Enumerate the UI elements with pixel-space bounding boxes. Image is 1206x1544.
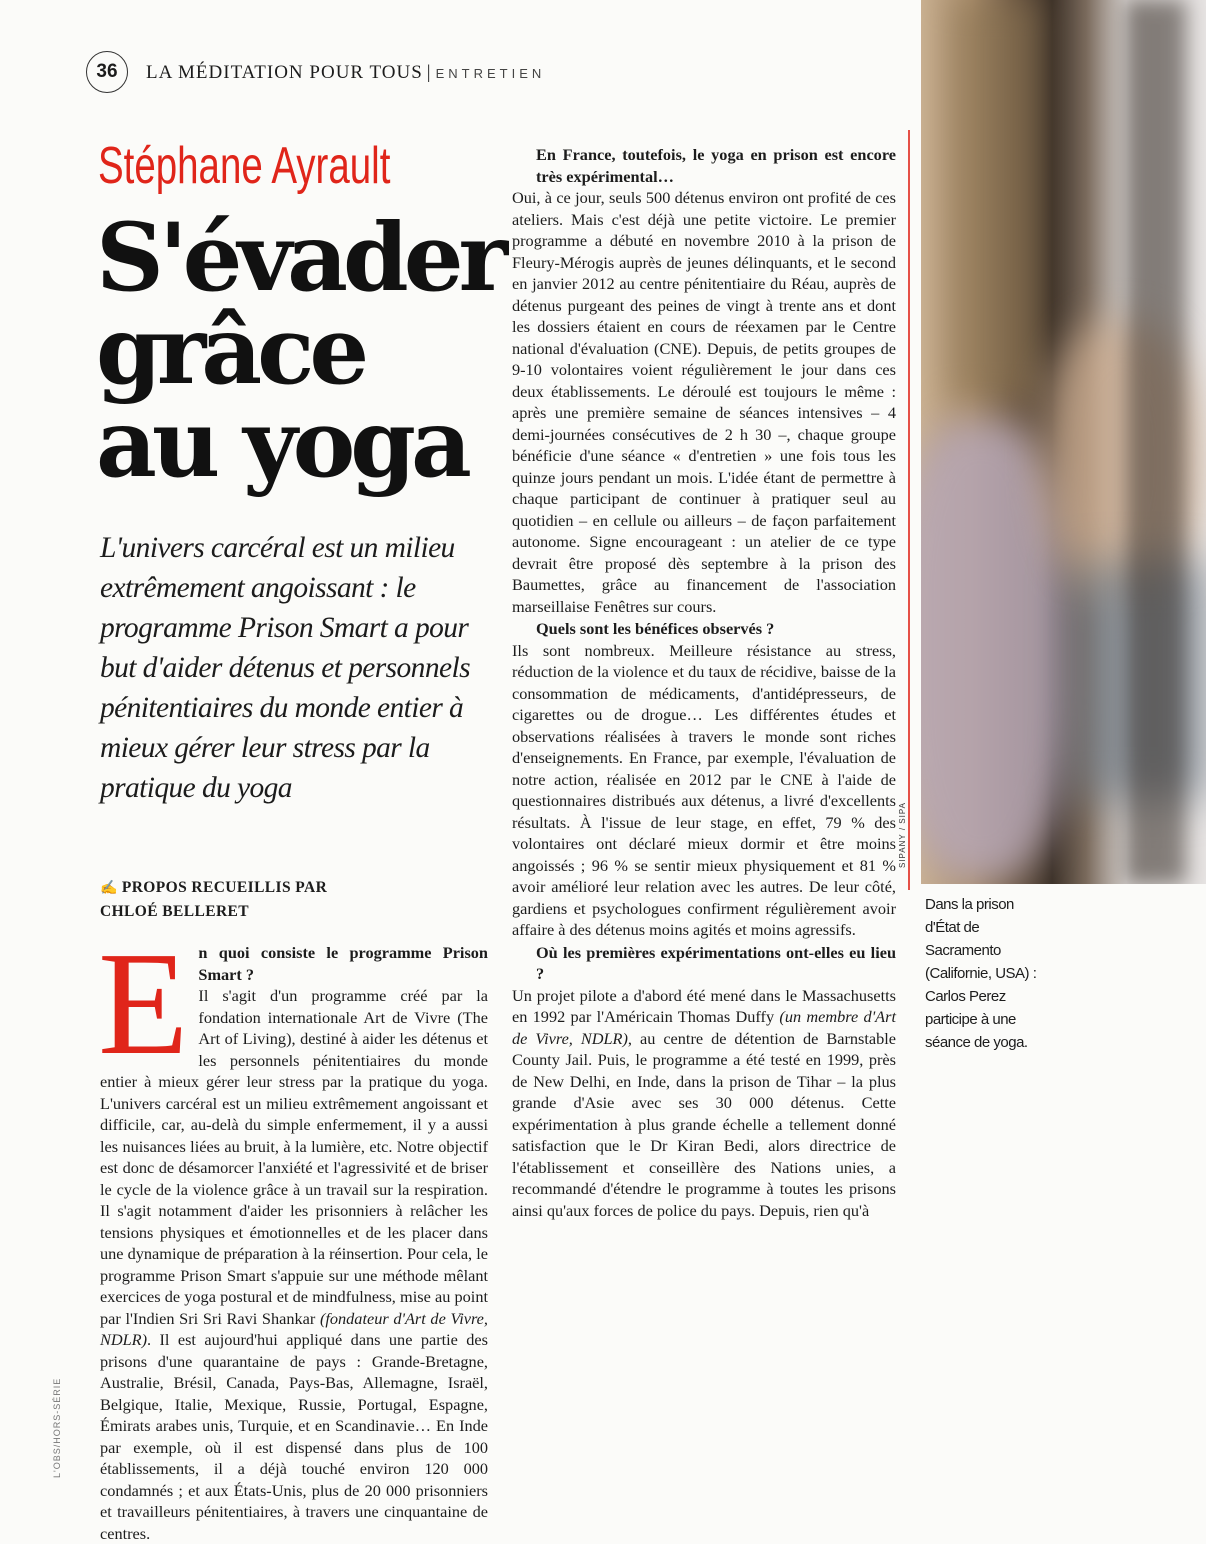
body-column-1 [98,922,488,1544]
article-title [96,203,506,499]
drop-cap: E [98,922,189,1086]
photo-credit: SIPANY / SIPA [898,802,907,868]
answer-4 [512,985,896,1222]
answer-1-note: (fondateur d'Art de Vivre, NDLR) [100,1308,488,1349]
photo-caption: Dans la prison d'État de Sacramento (Californie, USA) : Carlos Perez participe à une séance de yoga. [925,896,1037,1051]
answer-4-text: Un projet pilote a d'abord été mené dans le Massachusetts en 1992 par l'Américain Thomas Duffy [512,985,896,1026]
title-line-1: S'évader [96,203,504,313]
byline-line-2: CHLOÉ BELLERET [100,903,250,920]
page-number: 36 [86,51,128,93]
answer-4-text-cont: , au centre de détention de Barnstable County Jail. Puis, le programme a été testé en 1999, près de New Delhi, en Inde, dans la prison de Tihar – la plus grande d'Asie avec ses 30 000 détenus. Cette expérimentation à plus grande échelle a tellement donné satisfaction que le Dr Kiran Bedi, alors directrice de l'établissement et conseillère des Nations unies, a recommandé d'étendre le programme à toutes les prisons ainsi qu'aux forces de police du pays. Depuis, rien qu'à [512,1028,896,1220]
body-column-2 [512,143,896,1221]
running-head [146,62,545,84]
column-rule [908,130,910,890]
answer-1-text-cont: . Il est aujourd'hui appliqué dans une partie des prisons d'une quarantaine de pays : Grande-Bretagne, Australie, Brésil, Canada, Pays-Bas, Allemagne, Israël, Belgique, Italie, Mexique, Russie, Portugal, Espagne, Émirats arabes unis, Turquie, et en Scandinavie… En Inde par exemple, où il est dispensé dans plus de 100 établissements, il a déjà touché environ 120 000 condamnés ; et aux États-Unis, plus de 20 000 prisonniers et travailleurs pénitentiaires, à travers une cinquantaine de centres. [100,1330,488,1543]
question-2: En France, toutefois, le yoga en prison est encore très expérimental… [536,145,896,186]
answer-3: Ils sont nombreux. Meilleure résistance au stress, réduction de la violence et du taux de récidive, baisse de la consommation de médicaments, d'antidépresseurs, de cigarettes ou de drogue… Les différentes études et observations réalisées à travers le monde sont riches d'enseignements. En France, par exemple, l'évaluation de notre action, réalisée en 2012 par le CNE à l'aide de questionnaires distribués aux détenus, a livré d'excellents résultats. À l'issue de leur stage, en effet, 79 % des volontaires ont déclaré mieux dormir et être moins angoissés ; 96 % se sentir mieux physiquement et 81 % avoir amélioré leur relation avec les autres. De leur côté, gardiens et psychologues confirment régulièrement avoir affaire à des détenus moins agités et moins agressifs. [512,640,896,939]
title-line-2: grâce [96,296,365,406]
answer-4-note: (un membre d'Art de Vivre, NDLR) [512,1007,896,1048]
article-dek: L'univers carcéral est un milieu extrêmement angoissant : le programme Prison Smart a pour but d'aider détenus et personnels pénitentiaires du monde entier à mieux gérer leur stress par la pratique du yoga [100,532,470,804]
article-photo [921,0,1206,884]
question-1: n quoi consiste le programme Prison Smart ? [198,943,488,984]
rubric-label: ENTRETIEN [435,66,546,81]
question-4: Où les premières expérimentations ont-elles eu lieu ? [536,942,896,983]
separator: | [426,62,432,83]
pen-icon: ✍ [100,881,118,896]
side-folio: L'OBS/HORS-SÉRIE [52,1377,62,1478]
author-name: Stéphane Ayrault [98,137,391,195]
section-title: LA MÉDITATION POUR TOUS [146,62,423,83]
title-line-3: au yoga [96,389,467,499]
answer-1-text: Il s'agit d'un programme créé par la fondation internationale Art de Vivre (The Art of Living), destiné à aider les détenus et les personnels pénitentiaires du monde entier à mieux gérer leur stress par la pratique du yoga. L'univers carcéral est un milieu extrêmement angoissant et difficile, car, au-delà du simple enfermement, il y a aussi les nuisances liées au bruit, à la lumière, etc. Notre objectif est donc de désamorcer l'anxiété et l'agressivité et de briser le cycle de la violence grâce à un travail sur la respiration. Il s'agit notamment d'aider les prisonniers à relâcher les tensions physiques et émotionnelles et de les placer dans une dynamique de préparation à la réinsertion. Pour cela, le programme Prison Smart s'appuie sur une méthode mêlant exercices de yoga postural et de mindfulness, mise au point par l'Indien Sri Sri Ravi Shankar [100,986,488,1328]
byline-line-1: PROPOS RECUEILLIS PAR [121,879,328,896]
answer-2: Oui, à ce jour, seuls 500 détenus environ ont profité de ces ateliers. Mais c'est déjà une petite victoire. Le premier programme a débuté en novembre 2010 à la prison de Fleury-Mérogis auprès de jeunes délinquants, et le second en janvier 2012 au centre pénitentiaire du Réau, auprès de détenus purgeant des peines de vingt à trente ans et dont les dossiers étaient en cours de réexamen par le Centre national d'évaluation (CNE). Depuis, de petits groupes de 9-10 volontaires voient régulièrement le jour dans ces deux établissements. Le déroulé est toujours le même : après une première semaine de séances intensives – 4 demi-journées consécutives de 2 h 30 –, chaque groupe bénéficie d'une séance « d'entretien » une fois tous les quinze jours pendant un mois. L'idée étant de permettre à chaque participant de continuer à pratiquer seul au quotidien – en cellule ou ailleurs – de façon parfaitement autonome. Signe encourageant : un atelier de ce type devrait être proposé dès septembre à la prison des Baumettes, grâce au financement de l'association marseillaise Fenêtres sur cours. [512,188,896,616]
byline [100,876,480,923]
question-3: Quels sont les bénéfices observés ? [536,619,775,638]
